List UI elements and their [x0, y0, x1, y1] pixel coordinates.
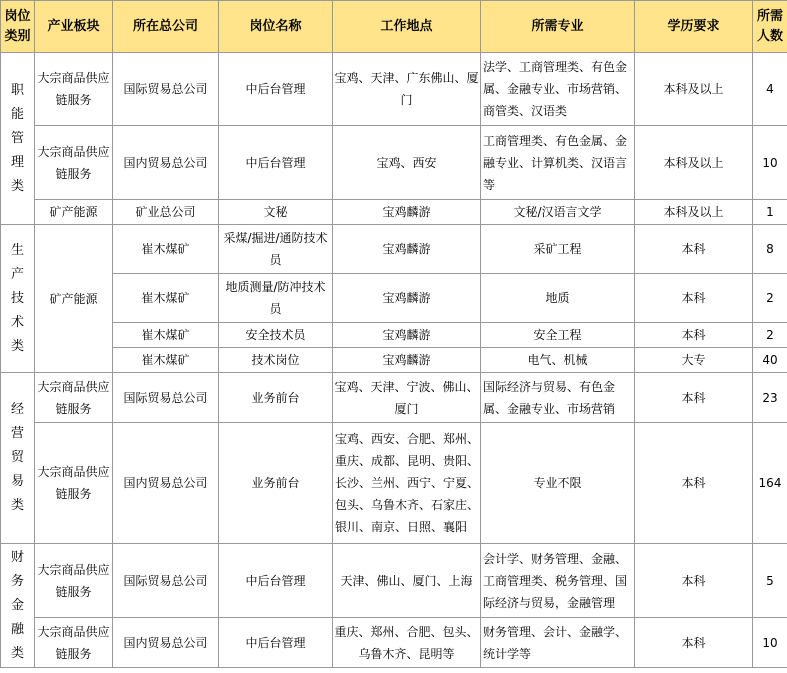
major-cell: 采矿工程 [481, 225, 635, 274]
company-cell: 国内贸易总公司 [113, 618, 219, 668]
table-row [1, 618, 787, 668]
location-cell: 重庆、郑州、合肥、包头、乌鲁木齐、昆明等 [333, 618, 481, 668]
count-cell: 8 [753, 225, 787, 274]
position-cell: 业务前台 [219, 423, 333, 544]
company-cell: 矿业总公司 [113, 200, 219, 225]
education-cell: 本科及以上 [635, 53, 753, 126]
education-cell: 本科 [635, 373, 753, 423]
position-cell: 地质测量/防冲技术员 [219, 274, 333, 323]
count-cell: 10 [753, 618, 787, 668]
company-cell: 国内贸易总公司 [113, 423, 219, 544]
education-cell: 本科 [635, 618, 753, 668]
count-cell: 2 [753, 274, 787, 323]
education-cell: 本科 [635, 423, 753, 544]
category-cell: 职能管理类 [1, 53, 35, 225]
header-category: 岗位类别 [1, 1, 35, 53]
major-cell: 安全工程 [481, 323, 635, 348]
location-cell: 宝鸡、西安 [333, 126, 481, 200]
major-cell: 工商管理类、有色金属、金融专业、计算机类、汉语言等 [481, 126, 635, 200]
position-cell: 采煤/掘进/通防技术员 [219, 225, 333, 274]
table-row [1, 544, 787, 618]
location-cell: 宝鸡麟游 [333, 323, 481, 348]
major-cell: 国际经济与贸易、有色金属、金融专业、市场营销 [481, 373, 635, 423]
company-cell: 崔木煤矿 [113, 348, 219, 373]
education-cell: 本科 [635, 323, 753, 348]
position-cell: 安全技术员 [219, 323, 333, 348]
count-cell: 40 [753, 348, 787, 373]
company-cell: 崔木煤矿 [113, 274, 219, 323]
count-cell: 1 [753, 200, 787, 225]
location-cell: 宝鸡麟游 [333, 274, 481, 323]
major-cell: 法学、工商管理类、有色金属、金融专业、市场营销、商管类、汉语类 [481, 53, 635, 126]
header-row [1, 1, 787, 53]
sector-cell: 大宗商品供应链服务 [35, 423, 113, 544]
header-company: 所在总公司 [113, 1, 219, 53]
count-cell: 2 [753, 323, 787, 348]
company-cell: 国际贸易总公司 [113, 373, 219, 423]
table-row [1, 423, 787, 544]
sector-cell: 大宗商品供应链服务 [35, 373, 113, 423]
sector-cell: 大宗商品供应链服务 [35, 544, 113, 618]
position-cell: 中后台管理 [219, 126, 333, 200]
education-cell: 本科及以上 [635, 200, 753, 225]
company-cell: 国际贸易总公司 [113, 544, 219, 618]
count-cell: 164 [753, 423, 787, 544]
header-sector: 产业板块 [35, 1, 113, 53]
category-cell: 财务金融类 [1, 544, 35, 668]
location-cell: 宝鸡、西安、合肥、郑州、重庆、成都、昆明、贵阳、长沙、兰州、西宁、宁夏、包头、乌鲁木齐、石家庄、银川、南京、日照、襄阳 [333, 423, 481, 544]
position-cell: 文秘 [219, 200, 333, 225]
location-cell: 宝鸡、天津、宁波、佛山、厦门 [333, 373, 481, 423]
company-cell: 国际贸易总公司 [113, 53, 219, 126]
major-cell: 会计学、财务管理、金融、工商管理类、税务管理、国际经济与贸易，金融管理 [481, 544, 635, 618]
position-cell: 中后台管理 [219, 544, 333, 618]
location-cell: 天津、佛山、厦门、上海 [333, 544, 481, 618]
count-cell: 5 [753, 544, 787, 618]
count-cell: 10 [753, 126, 787, 200]
position-cell: 中后台管理 [219, 53, 333, 126]
count-cell: 4 [753, 53, 787, 126]
table-row [1, 323, 787, 348]
table-row [1, 373, 787, 423]
location-cell: 宝鸡、天津、广东佛山、厦门 [333, 53, 481, 126]
company-cell: 崔木煤矿 [113, 225, 219, 274]
location-cell: 宝鸡麟游 [333, 200, 481, 225]
location-cell: 宝鸡麟游 [333, 348, 481, 373]
table-row [1, 274, 787, 323]
major-cell: 电气、机械 [481, 348, 635, 373]
category-cell: 生产技术类 [1, 225, 35, 373]
count-cell: 23 [753, 373, 787, 423]
table-row [1, 225, 787, 274]
major-cell: 专业不限 [481, 423, 635, 544]
location-cell: 宝鸡麟游 [333, 225, 481, 274]
table-row [1, 348, 787, 373]
sector-cell: 大宗商品供应链服务 [35, 53, 113, 126]
position-cell: 技术岗位 [219, 348, 333, 373]
company-cell: 国内贸易总公司 [113, 126, 219, 200]
education-cell: 本科 [635, 225, 753, 274]
header-major: 所需专业 [481, 1, 635, 53]
major-cell: 文秘/汉语言文学 [481, 200, 635, 225]
sector-cell: 矿产能源 [35, 200, 113, 225]
header-education: 学历要求 [635, 1, 753, 53]
position-cell: 业务前台 [219, 373, 333, 423]
table-row [1, 126, 787, 200]
header-position: 岗位名称 [219, 1, 333, 53]
sector-cell: 大宗商品供应链服务 [35, 618, 113, 668]
header-count: 所需人数 [753, 1, 787, 53]
education-cell: 本科及以上 [635, 126, 753, 200]
table-row [1, 200, 787, 225]
header-location: 工作地点 [333, 1, 481, 53]
sector-cell: 大宗商品供应链服务 [35, 126, 113, 200]
education-cell: 本科 [635, 274, 753, 323]
sector-cell: 矿产能源 [35, 225, 113, 373]
education-cell: 本科 [635, 544, 753, 618]
table-row [1, 53, 787, 126]
education-cell: 大专 [635, 348, 753, 373]
major-cell: 财务管理、会计、金融学、统计学等 [481, 618, 635, 668]
major-cell: 地质 [481, 274, 635, 323]
category-cell: 经营贸易类 [1, 373, 35, 544]
position-cell: 中后台管理 [219, 618, 333, 668]
company-cell: 崔木煤矿 [113, 323, 219, 348]
